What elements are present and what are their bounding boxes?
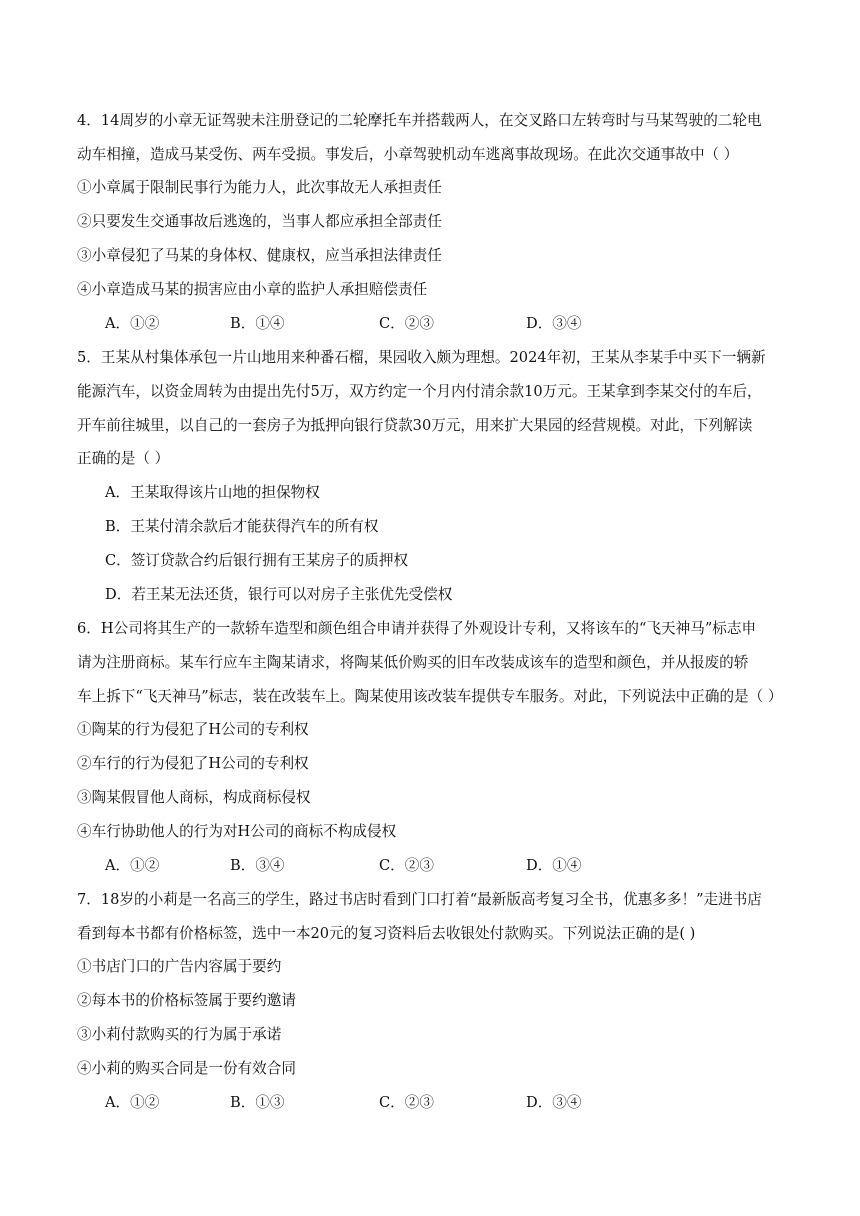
option-b[interactable]: B．①③ — [230, 1094, 285, 1111]
statement-item: ②车行的行为侵犯了H公司的专利权 — [77, 755, 309, 772]
statement-item: ②只要发生交通事故后逃逸的，当事人都应承担全部责任 — [77, 213, 442, 230]
statement-item: ①陶某的行为侵犯了H公司的专利权 — [77, 721, 309, 738]
option-a[interactable]: A．①② — [105, 1094, 160, 1111]
option-d[interactable]: D．①④ — [526, 857, 582, 874]
statement-item: ③陶某假冒他人商标，构成商标侵权 — [77, 789, 311, 806]
statement-item: ③小章侵犯了马某的身体权、健康权，应当承担法律责任 — [77, 247, 442, 264]
choice-d[interactable]: D．若王某无法还货，银行可以对房子主张优先受偿权 — [105, 586, 453, 603]
question-stem-line: 4．14周岁的小章无证驾驶未注册登记的二轮摩托车并搭载两人，在交叉路口左转弯时与马某驾驶的二轮电 — [77, 112, 762, 129]
option-c[interactable]: C．②③ — [379, 1094, 434, 1111]
question-stem-line: 5．王某从村集体承包一片山地用来种番石榴，果园收入颇为理想。2024年初，王某从李某手中买下一辆新 — [77, 349, 766, 366]
option-d[interactable]: D．③④ — [526, 1094, 582, 1111]
question-stem-line: 车上拆下“飞天神马”标志，装在改装车上。陶某使用该改装车提供专车服务。对此，下列说法中正确的是（ ） — [77, 688, 783, 705]
option-a[interactable]: A．①② — [105, 315, 160, 332]
question-stem-line: 能源汽车，以资金周转为由提出先付5万，双方约定一个月内付清余款10万元。王某拿到李某交付的车后， — [77, 383, 762, 400]
option-b[interactable]: B．③④ — [230, 857, 285, 874]
choice-c[interactable]: C．签订贷款合约后银行拥有王某房子的质押权 — [105, 552, 409, 569]
option-b[interactable]: B．①④ — [230, 315, 285, 332]
question-stem-line: 看到每本书都有价格标签，选中一本20元的复习资料后去收银处付款购买。下列说法正确的是( ) — [77, 925, 696, 942]
question-stem-line: 7．18岁的小莉是一名高三的学生，路过书店时看到门口打着“最新版高考复习全书，优惠多多！”走进书店 — [77, 891, 762, 908]
statement-item: ①小章属于限制民事行为能力人，此次事故无人承担责任 — [77, 179, 442, 196]
statement-item: ②每本书的价格标签属于要约邀请 — [77, 992, 296, 1009]
statement-item: ④小莉的购买合同是一份有效合同 — [77, 1060, 296, 1077]
question-stem-line: 动车相撞，造成马某受伤、两车受损。事发后，小章驾驶机动车逃离事故现场。在此次交通事故中（ ） — [77, 146, 739, 163]
statement-item: ④小章造成马某的损害应由小章的监护人承担赔偿责任 — [77, 281, 428, 298]
question-stem-line: 6．H公司将其生产的一款轿车造型和颜色组合申请并获得了外观设计专利，又将该车的“飞天神马”标志申 — [77, 620, 757, 637]
option-d[interactable]: D．③④ — [526, 315, 582, 332]
statement-item: ③小莉付款购买的行为属于承诺 — [77, 1026, 282, 1043]
option-c[interactable]: C．②③ — [379, 315, 434, 332]
question-stem-line: 请为注册商标。某车行应车主陶某请求，将陶某低价购买的旧车改装成该车的造型和颜色，并从报废的轿 — [77, 654, 749, 671]
choice-a[interactable]: A．王某取得该片山地的担保物权 — [105, 484, 320, 501]
statement-item: ④车行协助他人的行为对H公司的商标不构成侵权 — [77, 823, 397, 840]
statement-item: ①书店门口的广告内容属于要约 — [77, 958, 282, 975]
choice-b[interactable]: B．王某付清余款后才能获得汽车的所有权 — [105, 518, 379, 535]
option-c[interactable]: C．②③ — [379, 857, 434, 874]
option-a[interactable]: A．①② — [105, 857, 160, 874]
question-stem-line: 开车前往城里，以自己的一套房子为抵押向银行贷款30万元，用来扩大果园的经营规模。对此，下列解读 — [77, 417, 753, 434]
question-stem-line: 正确的是（ ） — [77, 450, 170, 467]
